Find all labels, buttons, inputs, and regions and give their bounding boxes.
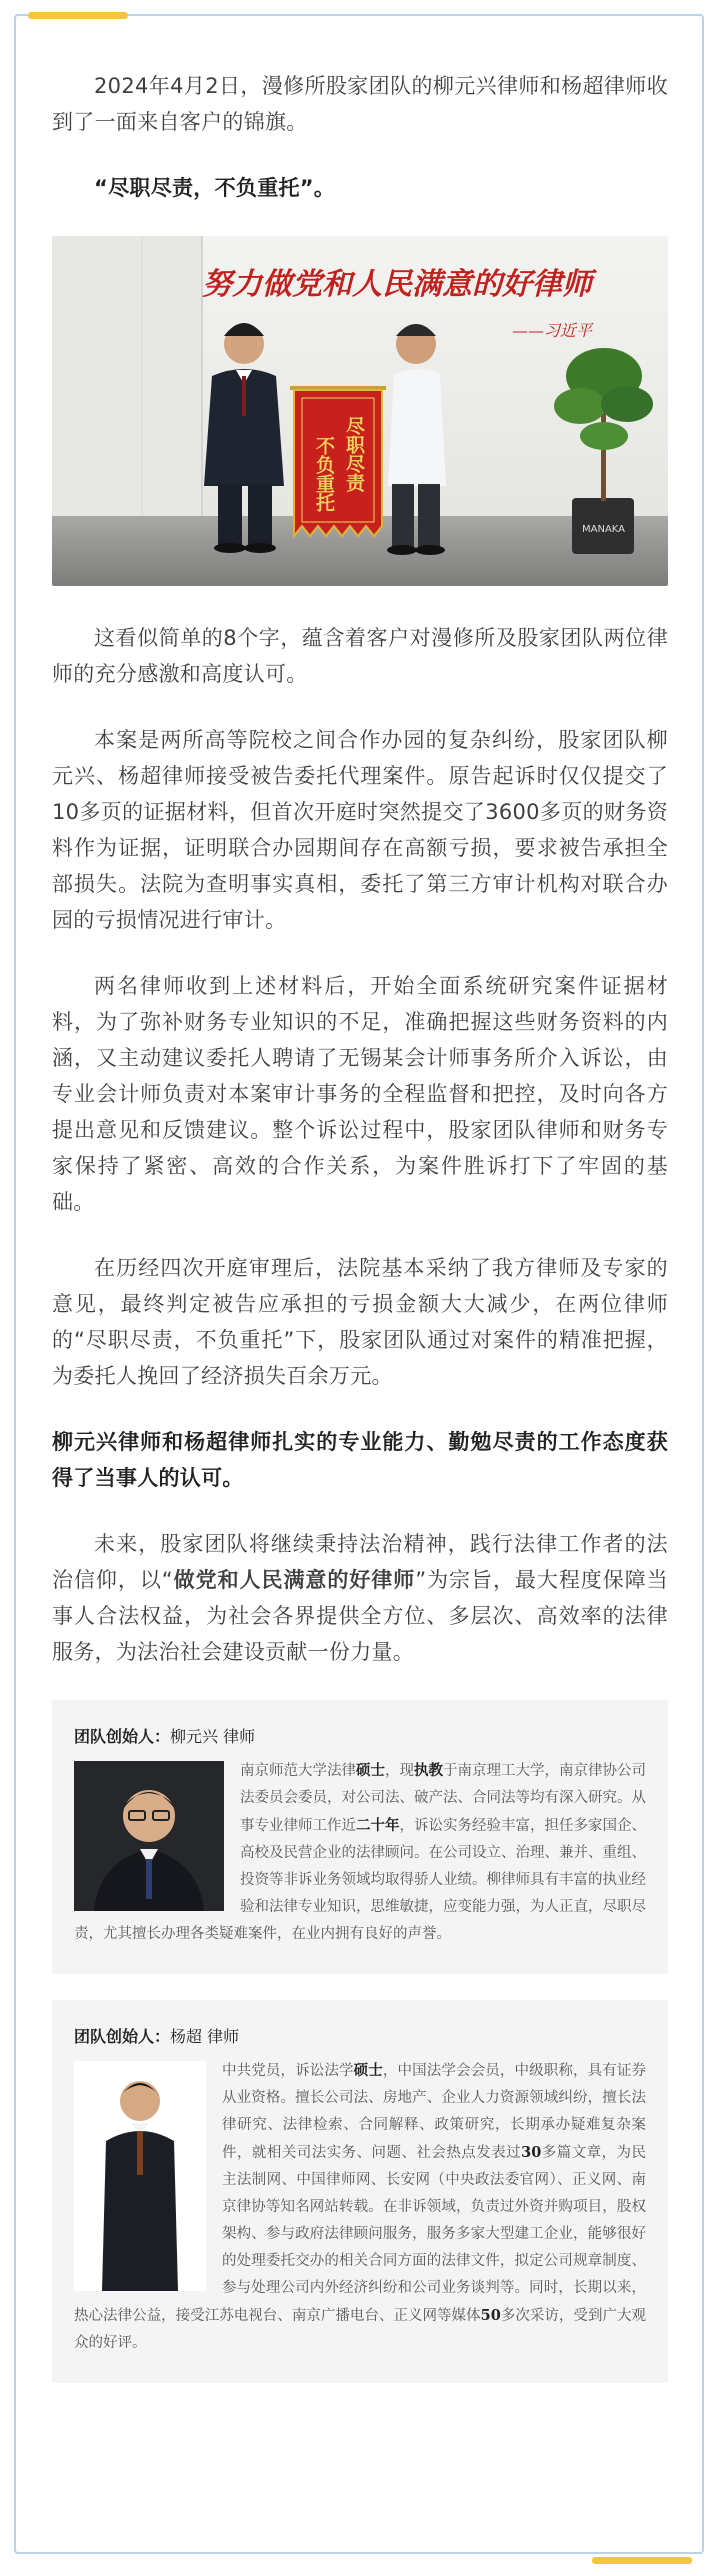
- founder-name: 柳元兴 律师: [170, 1727, 256, 1746]
- paragraph-intro: 2024年4月2日，漫修所股家团队的柳元兴律师和杨超律师收到了一面来自客户的锦旗。: [52, 74, 668, 134]
- silk-banner: [290, 386, 386, 536]
- founder-label: 团队创始人：: [74, 1727, 171, 1746]
- founder-card-yang: [52, 2000, 668, 2383]
- founder-card-liu: [52, 1700, 668, 1974]
- paragraph-work: 两名律师收到上述材料后，开始全面系统研究案件证据材料，为了弥补财务专业知识的不足，准确把握这些财务资料的内涵，又主动建议委托人聘请了无锡某会计师事务所介入诉讼，由专业会计师负责对本案审计事务的全程监督和把控，及时向各方提出意见和反馈建议。整个诉讼过程中，股家团队律师和财务专家保持了紧密、高效的合作关系，为案件胜诉打下了牢固的基础。: [52, 974, 668, 1214]
- future-text-2: ”为宗旨，最大程度保障当事人合法权益，为社会各界提供全方位、多层次、高效率的法律服务，为法治社会建设贡献一份力量。: [52, 1568, 668, 1664]
- future-text-1: 未来，股家团队将继续秉持法治精神，践行法律工作者的法治信仰，以“: [52, 1532, 668, 1592]
- founder-label: 团队创始人：: [74, 2027, 171, 2046]
- paragraph-future: [52, 1526, 668, 1670]
- future-slogan: 做党和人民满意的好律师: [173, 1568, 416, 1592]
- founder-heading: [74, 2024, 646, 2047]
- paragraph-recognition: 柳元兴律师和杨超律师扎实的专业能力、勤勉尽责的工作态度获得了当事人的认可。: [52, 1430, 668, 1490]
- founder-bio: 南京师范大学法律硕士，现执教于南京理工大学，南京律协公司法委员会委员，对公司法、破产法、合同法等均有深入研究。从事专业律师工作近二十年，诉讼实务经验丰富，担任多家国企、高校及民营企业的法律顾问。在公司设立、治理、兼并、重组、投资等非诉业务领域均取得骄人业绩。柳律师具有丰富的执业经验和法律专业知识，思维敏捷，应变能力强，为人正直，尽职尽责，尤其擅长办理各类疑难案件，在业内拥有良好的声誉。: [74, 1762, 646, 1942]
- banner-photo: [52, 236, 668, 586]
- wall-slogan: 努力做党和人民满意的好律师: [202, 267, 592, 302]
- founder-name: 杨超 律师: [170, 2027, 240, 2046]
- founder-bio: 中共党员，诉讼法学硕士，中国法学会会员，中级职称，具有证券从业资格。擅长公司法、房地产、企业人力资源领域纠纷，擅长法律研究、法律检索、合同解释、政策研究，长期承办疑难复杂案件，就相关司法实务、问题、社会热点发表过30多篇文章，为民主法制网、中国律师网、长安网（中央政法委官网）、正义网、南京律协等知名网站转载。在非诉领域，负责过外资并购项目，股权架构、参与政府法律顾问服务，服务多家大型建工企业，能够很好的处理委托交办的相关合同方面的法律文件，拟定公司规章制度、参与处理公司内外经济纠纷和公司业务谈判等。同时，长期以来，热心法律公益，接受江苏电视台、南京广播电台、正义网等媒体50多次采访，受到广大观众的好评。: [74, 2062, 647, 2351]
- banner-text-left: 不负重托: [313, 436, 335, 512]
- founder-heading: [74, 1724, 646, 1747]
- founder-portrait: [74, 1761, 224, 1911]
- article-body: [52, 68, 668, 2409]
- banner-text-right: 尽职尽责: [343, 416, 365, 492]
- founder-portrait: [74, 2061, 206, 2291]
- paragraph-case: 本案是两所高等院校之间合作办园的复杂纠纷，股家团队柳元兴、杨超律师接受被告委托代理案件。原告起诉时仅仅提交了10多页的证据材料，但首次开庭时突然提交了3600多页的财务资料作为证据，证明联合办园期间存在高额亏损，要求被告承担全部损失。法院为查明事实真相，委托了第三方审计机构对联合办园的亏损情况进行审计。: [52, 728, 668, 932]
- paragraph-gratitude: 这看似简单的8个字，蕴含着客户对漫修所及股家团队两位律师的充分感激和高度认可。: [52, 626, 668, 686]
- paragraph-result: 在历经四次开庭审理后，法院基本采纳了我方律师及专家的意见，最终判定被告应承担的亏损金额大大减少，在两位律师的“尽职尽责，不负重托”下，股家团队通过对案件的精准把握，为委托人挽回了经济损失百余万元。: [52, 1256, 668, 1388]
- bottom-accent-bar: [592, 2557, 692, 2564]
- top-accent-bar: [28, 12, 128, 19]
- plant-pot-label: MANAKA: [582, 524, 626, 535]
- wall-signature: ——习近平: [512, 321, 593, 340]
- banner-quote: “尽职尽责，不负重托”。: [94, 176, 336, 200]
